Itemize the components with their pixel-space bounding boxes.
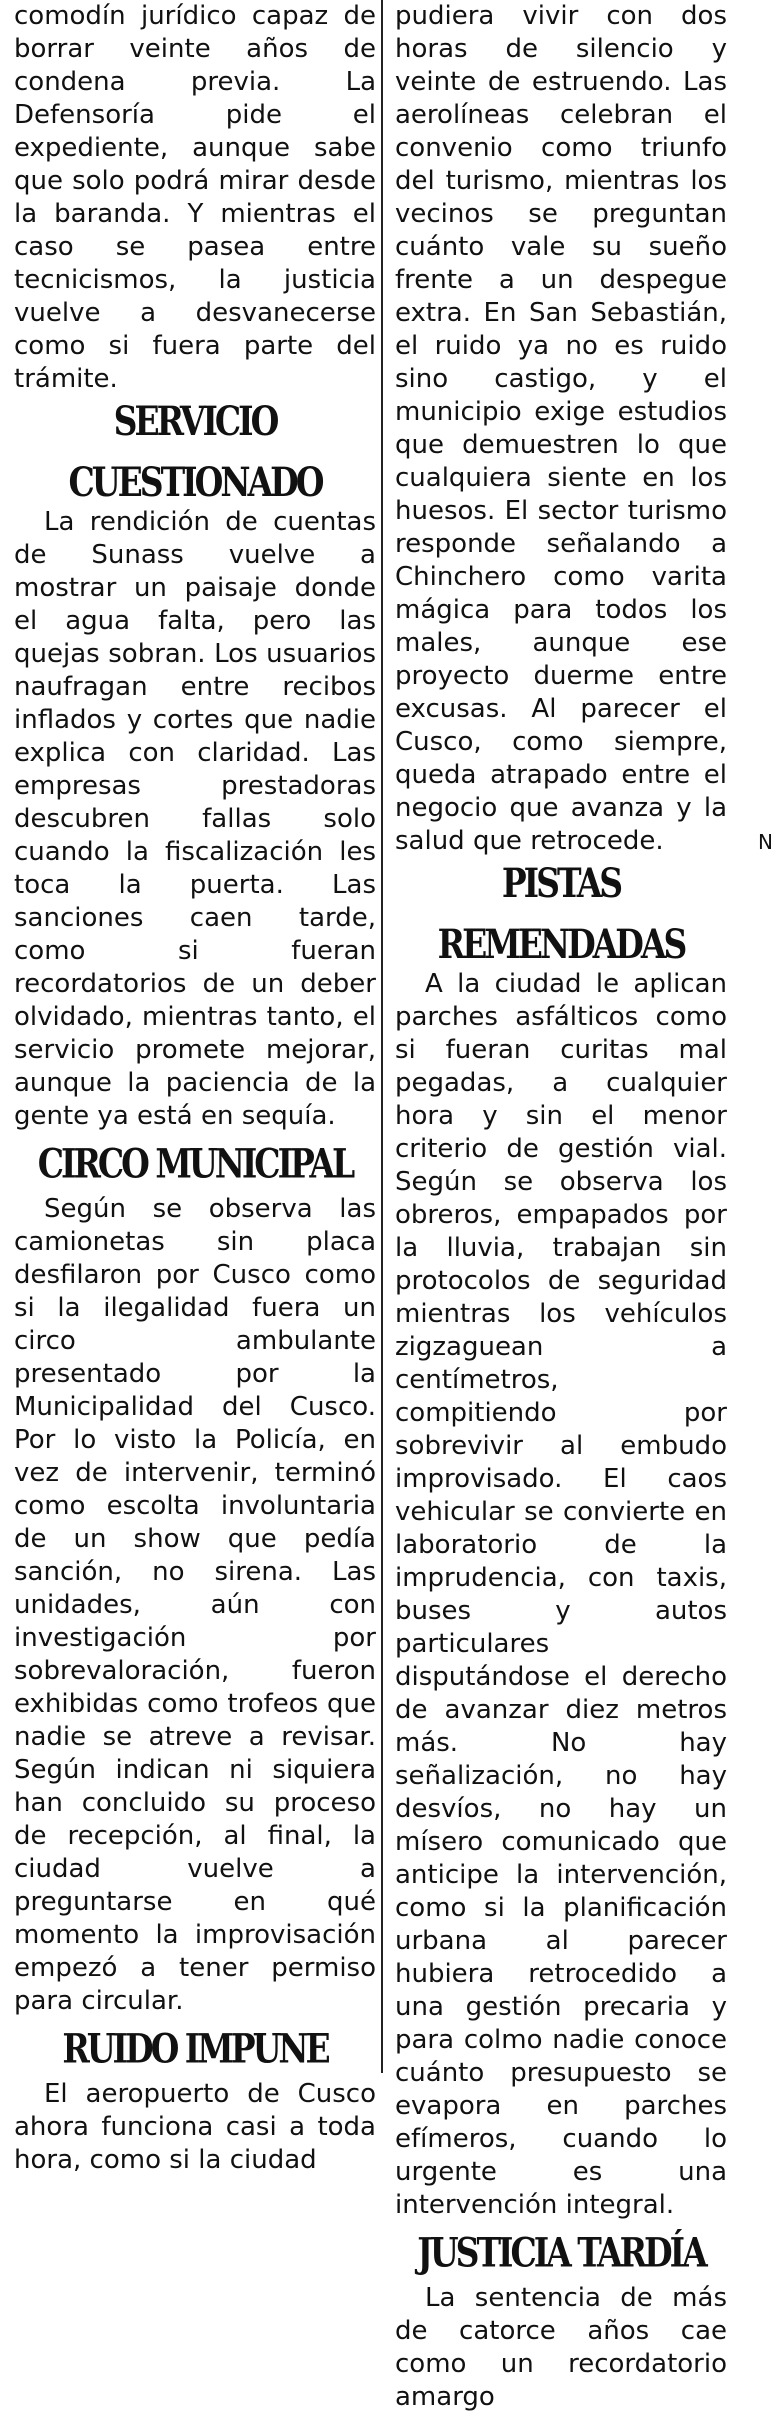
paragraph-ruido: El aeropuerto de Cusco ahora funciona casi a toda hora, como si la ciudad <box>14 2079 376 2175</box>
paragraph-intro: comodín jurídico capaz de borrar veinte años de condena previa. La Defensoría pide el expediente, aunque sabe que solo podrá mirar desde la baranda. Y mientras el caso se pasea entre tecnicismos, la justicia vuelve a desvanecerse como si fuera parte del trámite. <box>14 1 376 394</box>
heading-ruido-impune: RUIDO IMPUNE <box>62 2024 328 2073</box>
left-column <box>0 0 376 2177</box>
heading-servicio-cuestionado: SERVICIO CUESTIONADO <box>68 397 322 506</box>
paragraph-pistas: A la ciudad le aplican parches asfálticos como si fueran curitas mal pegadas, a cualquier hora y sin el menor criterio de gestión vial. Según se observa los obreros, empapados por la lluvia, trabajan sin protocolos de seguridad mientras los vehículos zigzaguean a centímetros, compitiendo por sobrevivir al embudo improvisado. El caos vehicular se convierte en laboratorio de la imprudencia, con taxis, buses y autos particulares disputándose el derecho de avanzar diez metros más. No hay señalización, no hay desvíos, no hay un mísero comunicado que anticipe la intervención, como si la planificación urbana al parecer hubiera retrocedido a una gestión precaria y para colmo nadie conoce cuánto presupuesto se evapora en parches efímeros, cuando lo urgente es una intervención integral. <box>395 969 727 2220</box>
paragraph-circo: Según se observa las camionetas sin placa desfilaron por Cusco como si la ilegalidad fuera un circo ambulante presentado por la Municipalidad del Cusco. Por lo visto la Policía, en vez de intervenir, terminó como escolta involuntaria de un show que pedía sanción, no sirena. Las unidades, aún con investigación por sobrevaloración, fueron exhibidas como trofeos que nadie se atreve a revisar. Según indican ni siquiera han concluido su proceso de recepción, al final, la ciudad vuelve a preguntarse en qué momento la improvisación empezó a tener permiso para circular. <box>14 1194 376 2016</box>
heading-circo-municipal: CIRCO MUNICIPAL <box>37 1139 353 1188</box>
heading-pistas-remendadas: PISTAS REMENDADAS <box>437 859 685 968</box>
column-divider <box>381 0 383 2073</box>
paragraph-justicia: La sentencia de más de catorce años cae como un recordatorio amargo <box>395 2283 727 2412</box>
right-column <box>395 0 727 2414</box>
paragraph-ruido-continued: pudiera vivir con dos horas de silencio y veinte de estruendo. Las aerolíneas celebran el convenio como triunfo del turismo, mientras los vecinos se preguntan cuánto vale su sueño frente a un despegue extra. En San Sebastián, el ruido ya no es ruido sino castigo, y el municipio exige estudios que demuestren lo que cualquiera siente en los huesos. El sector turismo responde señalando a Chinchero como varita mágica para todos los males, aunque ese proyecto duerme entre excusas. Al parecer el Cusco, como siempre, queda atrapado entre el negocio que avanza y la salud que retrocede. <box>395 1 727 856</box>
paragraph-servicio: La rendición de cuentas de Sunass vuelve a mostrar un paisaje donde el agua falta, pero las quejas sobran. Los usuarios naufragan entre recibos inflados y cortes que nadie explica con claridad. Las empresas prestadoras descubren fallas solo cuando la fiscalización les toca la puerta. Las sanciones caen tarde, como si fueran recordatorios de un deber olvidado, mientras tanto, el servicio promete mejorar, aunque la paciencia de la gente ya está en sequía. <box>14 507 376 1131</box>
edge-character: N <box>758 830 773 854</box>
heading-justicia-tardia: JUSTICIA TARDÍA <box>417 2228 705 2277</box>
